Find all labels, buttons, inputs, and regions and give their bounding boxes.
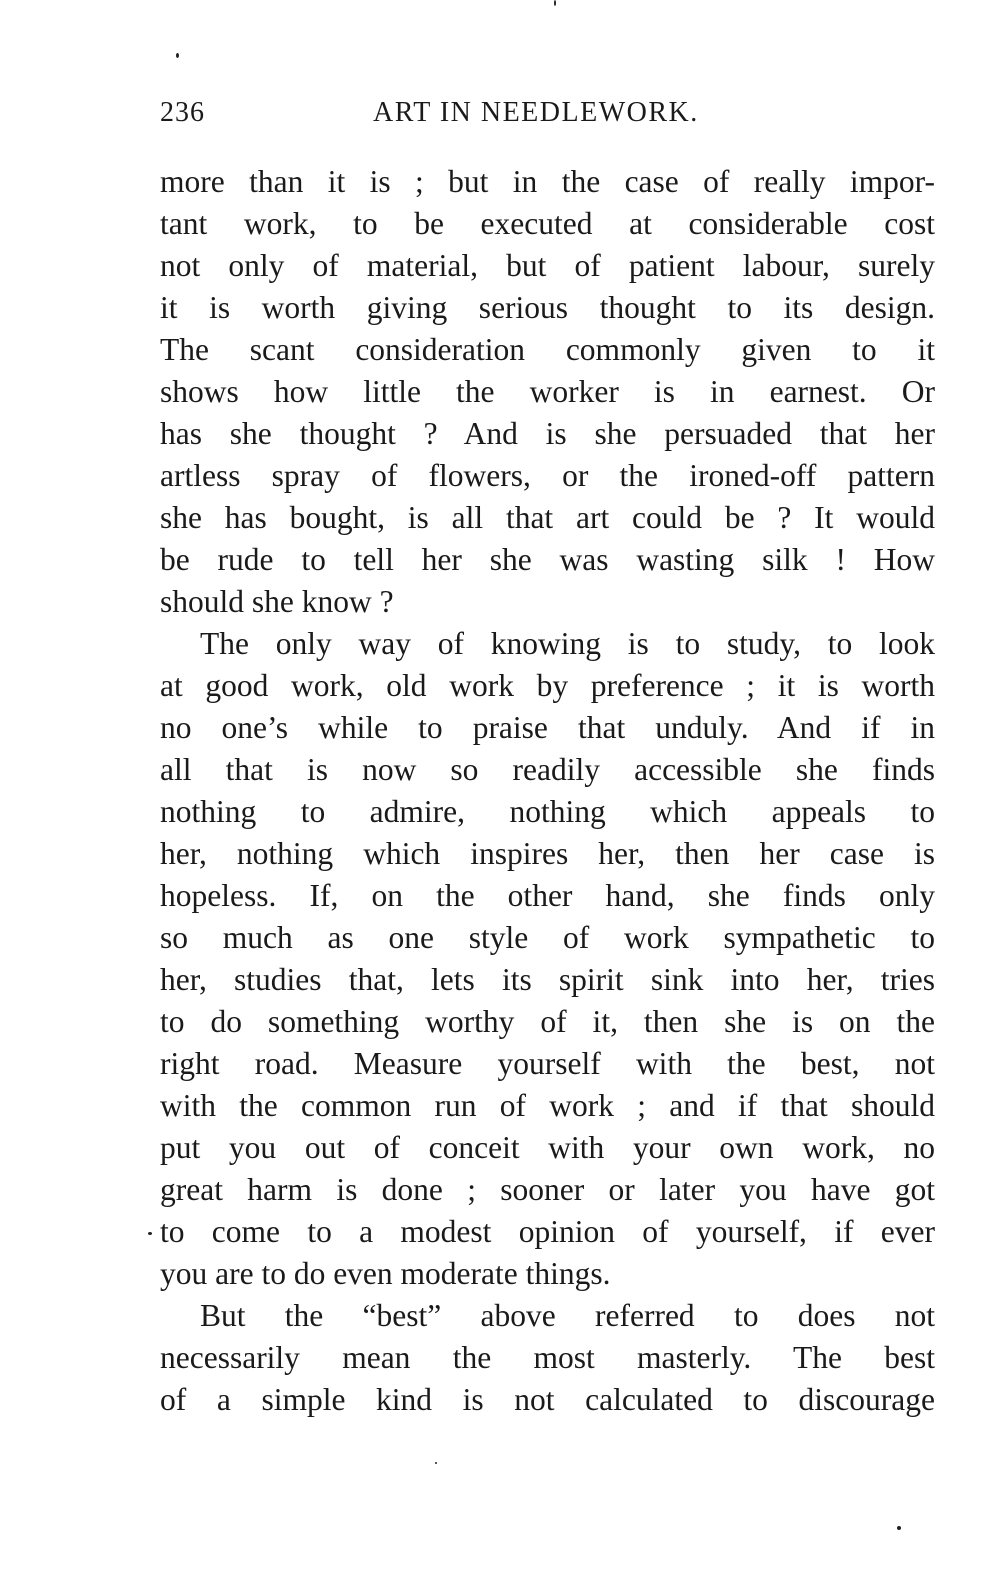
text-line: she has bought, is all that art could be ? It would (160, 500, 935, 535)
text-line: with the common run of work ; and if that should (160, 1088, 935, 1123)
text-line: to do something worthy of it, then she is on the (160, 1004, 935, 1039)
text-line: should she know ? (160, 584, 394, 619)
text-line: hopeless. If, on the other hand, she finds only (160, 878, 935, 913)
text-line: put you out of conceit with your own work, no (160, 1130, 935, 1165)
scan-speck (554, 0, 556, 6)
text-line: The only way of knowing is to study, to look (200, 626, 935, 661)
running-title: ART IN NEEDLEWORK. (373, 97, 699, 128)
text-line: nothing to admire, nothing which appeals to (160, 794, 935, 829)
text-line: not only of material, but of patient labour, surely (160, 248, 935, 283)
text-line: has she thought ? And is she persuaded that her (160, 416, 935, 451)
text-line: all that is now so readily accessible she finds (160, 752, 935, 787)
text-line: her, nothing which inspires her, then her case is (160, 836, 935, 871)
text-line: be rude to tell her she was wasting silk ! How (160, 542, 935, 577)
text-line: more than it is ; but in the case of really impor- (160, 164, 935, 199)
text-line: her, studies that, lets its spirit sink into her, tries (160, 962, 935, 997)
text-line: great harm is done ; sooner or later you have got (160, 1172, 935, 1207)
scan-speck (148, 1232, 152, 1235)
body-text (160, 161, 935, 1421)
text-line: you are to do even moderate things. (160, 1256, 611, 1291)
text-line: tant work, to be executed at considerable cost (160, 206, 935, 241)
text-line: to come to a modest opinion of yourself, if ever (160, 1214, 935, 1249)
text-line: shows how little the worker is in earnest. Or (160, 374, 935, 409)
text-line: But the “best” above referred to does not (200, 1298, 935, 1333)
paragraph-2 (160, 623, 935, 1295)
text-line: right road. Measure yourself with the best, not (160, 1046, 935, 1081)
text-line: necessarily mean the most masterly. The best (160, 1340, 935, 1375)
paragraph-1 (160, 161, 935, 623)
text-line: The scant consideration commonly given to it (160, 332, 935, 367)
scan-speck (176, 53, 179, 58)
text-line: so much as one style of work sympathetic to (160, 920, 935, 955)
scan-speck (897, 1526, 901, 1530)
text-line: no one’s while to praise that unduly. And if in (160, 710, 935, 745)
paragraph-3 (160, 1295, 935, 1421)
running-header (160, 97, 935, 137)
text-line: artless spray of flowers, or the ironed-off pattern (160, 458, 935, 493)
scan-speck (435, 1462, 437, 1464)
page-number: 236 (160, 97, 205, 128)
text-line: it is worth giving serious thought to its design. (160, 290, 935, 325)
text-line: at good work, old work by preference ; it is worth (160, 668, 935, 703)
text-line: of a simple kind is not calculated to discourage (160, 1382, 935, 1417)
